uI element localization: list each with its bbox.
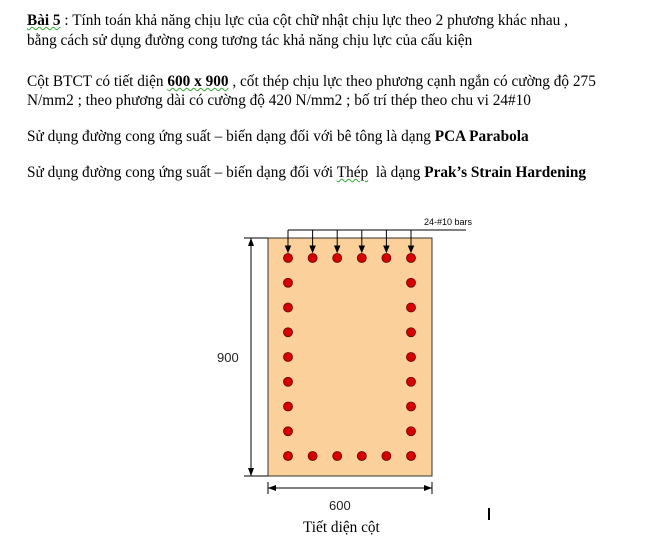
separator: : xyxy=(60,12,73,29)
rebar xyxy=(357,452,366,461)
rebar xyxy=(407,452,416,461)
steel-word: Thép xyxy=(336,164,369,181)
rebar xyxy=(284,254,293,263)
rebar xyxy=(284,402,293,411)
rebar xyxy=(407,402,416,411)
text-cursor xyxy=(488,508,490,520)
rebar xyxy=(333,254,342,263)
problem-text: Tính toán khả năng chịu lực của cột chữ nhật chịu lực theo 2 phương khác nhau , xyxy=(72,12,568,29)
arrow-down-icon xyxy=(248,468,254,476)
section-description-2: N/mm2 ; theo phương dài có cường độ 420 N/mm2 ; bố trí thép theo chu vi 24#10 xyxy=(27,92,531,109)
text: Sử dụng đường cong ứng suất – biến dạng đối với xyxy=(27,164,337,181)
rebar xyxy=(407,377,416,386)
text: là dạng xyxy=(368,164,425,181)
bars-label: 24-#10 bars xyxy=(424,217,473,227)
rebar xyxy=(382,254,391,263)
steel-model: Prak’s Strain Hardening xyxy=(424,164,587,181)
rebar xyxy=(407,353,416,362)
rebar xyxy=(284,328,293,337)
problem-line-2: bằng cách sử dụng đường cong tương tác khả năng chịu lực của cấu kiện xyxy=(27,32,473,49)
text: , cốt thép chịu lực theo phương cạnh ngắn có cường độ 275 xyxy=(228,73,596,90)
rebar xyxy=(382,452,391,461)
rebar xyxy=(407,254,416,263)
height-label: 900 xyxy=(217,350,239,365)
rebar xyxy=(284,377,293,386)
text: Sử dụng đường cong ứng suất – biến dạng đối với bê tông là dạng xyxy=(27,128,435,145)
concrete-model: PCA Parabola xyxy=(434,128,529,145)
rebar xyxy=(284,353,293,362)
diagram-caption: Tiết diện cột xyxy=(303,519,380,536)
rebar xyxy=(407,427,416,436)
rebar xyxy=(407,303,416,312)
width-label: 600 xyxy=(329,498,351,513)
rebar xyxy=(407,328,416,337)
arrow-up-icon xyxy=(248,238,254,246)
rebar xyxy=(407,278,416,287)
rebar xyxy=(284,427,293,436)
rebar xyxy=(284,303,293,312)
rebar xyxy=(284,452,293,461)
rebar xyxy=(308,254,317,263)
section-size: 600 x 900 xyxy=(167,73,229,90)
rebar xyxy=(357,254,366,263)
rebar xyxy=(284,278,293,287)
rebar xyxy=(333,452,342,461)
problem-title: Bài 5 xyxy=(27,12,61,29)
arrow-right-icon xyxy=(424,485,432,491)
rebar xyxy=(308,452,317,461)
arrow-left-icon xyxy=(268,485,276,491)
text: Cột BTCT có tiết diện xyxy=(27,73,168,90)
